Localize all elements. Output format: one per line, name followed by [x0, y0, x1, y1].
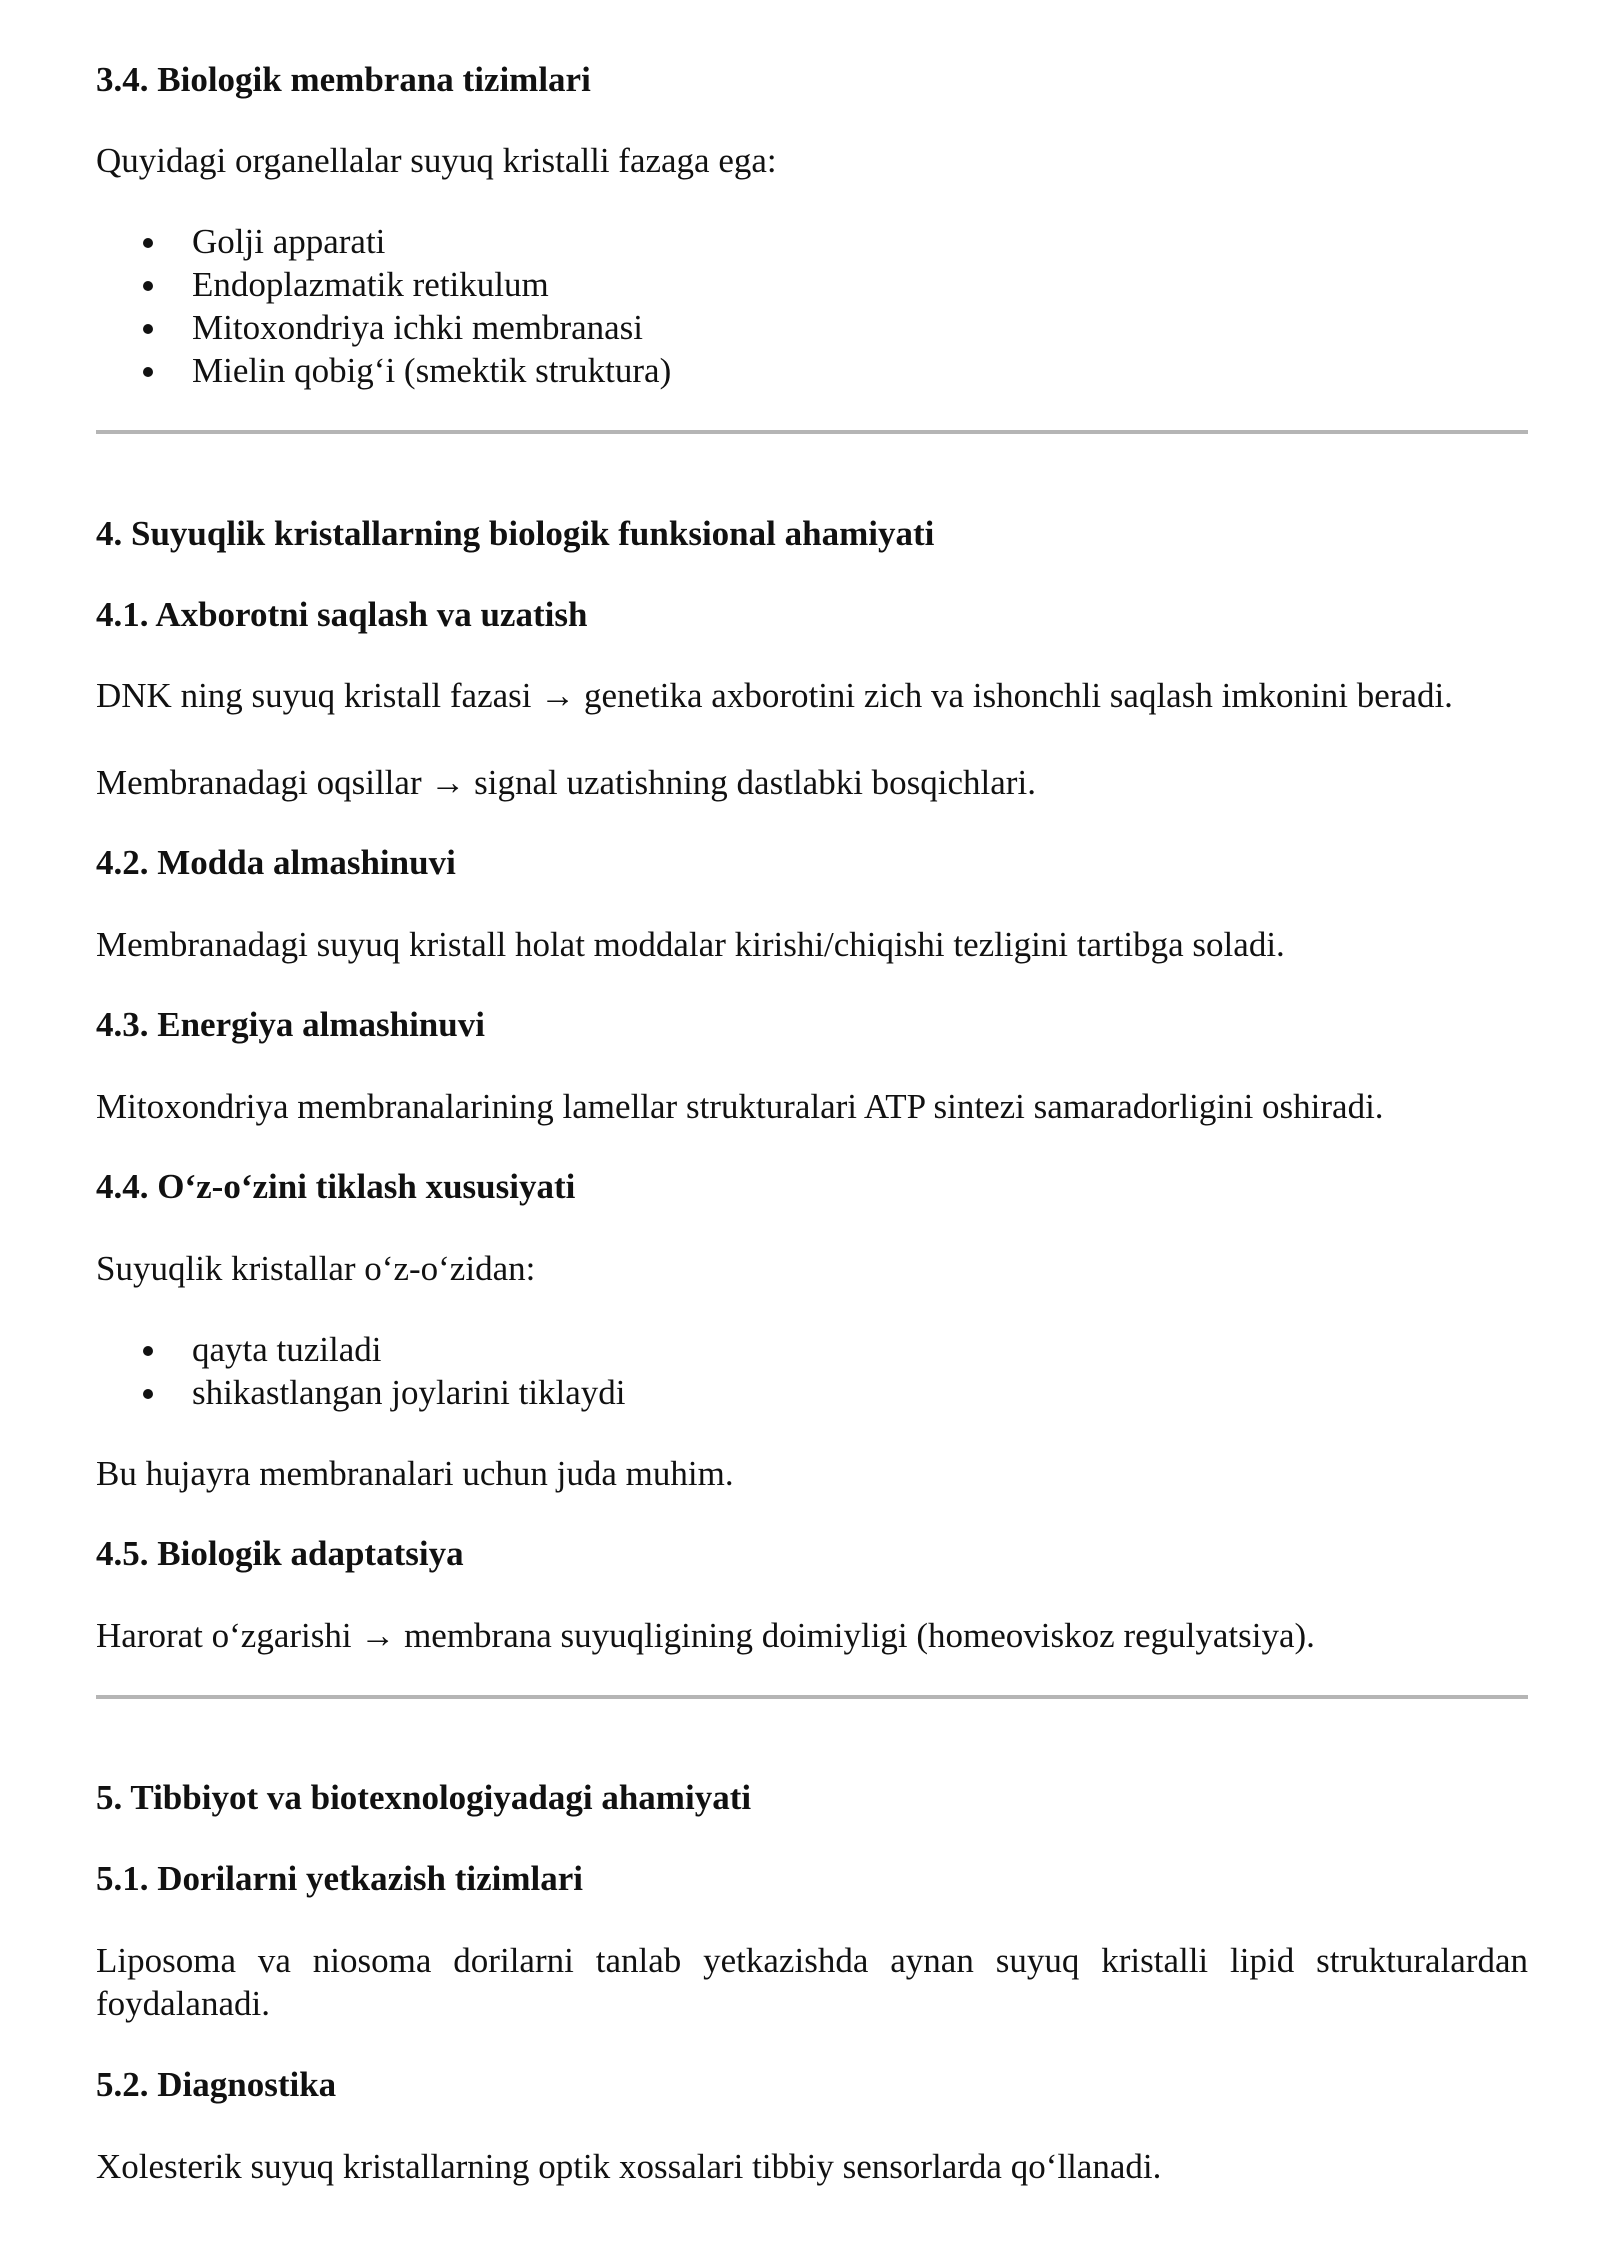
list-item: Endoplazmatik retikulum — [192, 265, 549, 304]
paragraph-dna-storage: DNK ning suyuq kristall fazasi → genetika axborotini zich va ishonchli saqlash imkonini beradi. — [96, 676, 1453, 715]
section-heading-5: 5. Tibbiyot va biotexnologiyadagi ahamiyati — [96, 1778, 752, 1817]
paragraph-energy: Mitoxondriya membranalarining lamellar strukturalari ATP sintezi samaradorligini oshiradi. — [96, 1087, 1384, 1126]
section-heading-4-5: 4.5. Biologik adaptatsiya — [96, 1534, 464, 1573]
list-item: Mielin qobig‘i (smektik struktura) — [192, 351, 672, 390]
horizontal-divider — [96, 430, 1528, 434]
section-heading-4: 4. Suyuqlik kristallarning biologik funksional ahamiyati — [96, 514, 935, 553]
list-item: Golji apparati — [192, 222, 386, 261]
section-heading-4-3: 4.3. Energiya almashinuvi — [96, 1005, 485, 1044]
bullet-icon — [143, 1389, 153, 1399]
paragraph-diagnostics: Xolesterik suyuq kristallarning optik xossalari tibbiy sensorlarda qo‘llanadi. — [96, 2147, 1162, 2186]
section-heading-3-4: 3.4. Biologik membrana tizimlari — [96, 60, 591, 99]
paragraph-metabolism: Membranadagi suyuq kristall holat moddalar kirishi/chiqishi tezligini tartibga soladi. — [96, 925, 1285, 964]
list-item: shikastlangan joylarini tiklaydi — [192, 1373, 626, 1412]
section-heading-4-2: 4.2. Modda almashinuvi — [96, 843, 456, 882]
paragraph-adaptation: Harorat o‘zgarishi → membrana suyuqligining doimiyligi (homeoviskoz regulyatsiya). — [96, 1616, 1315, 1655]
bullet-icon — [143, 367, 153, 377]
section-heading-4-1: 4.1. Axborotni saqlash va uzatish — [96, 595, 588, 634]
bullet-icon — [143, 1346, 153, 1356]
paragraph-membrane-signal: Membranadagi oqsillar → signal uzatishning dastlabki bosqichlari. — [96, 763, 1036, 802]
bullet-icon — [143, 281, 153, 291]
paragraph-self-repair-outro: Bu hujayra membranalari uchun juda muhim. — [96, 1454, 734, 1493]
paragraph-drug-delivery: Liposoma va niosoma dorilarni tanlab yetkazishda aynan suyuq kristalli lipid strukturalardan foydalanadi. — [96, 1941, 1528, 2023]
bullet-icon — [143, 324, 153, 334]
section-heading-5-1: 5.1. Dorilarni yetkazish tizimlari — [96, 1859, 584, 1898]
horizontal-divider — [96, 1695, 1528, 1699]
section-heading-5-2: 5.2. Diagnostika — [96, 2065, 337, 2104]
section-heading-4-4: 4.4. O‘z-o‘zini tiklash xususiyati — [96, 1167, 576, 1206]
paragraph-organelles-intro: Quyidagi organellalar suyuq kristalli fazaga ega: — [96, 141, 777, 180]
paragraph-self-repair-intro: Suyuqlik kristallar o‘z-o‘zidan: — [96, 1249, 536, 1288]
list-item: qayta tuziladi — [192, 1330, 382, 1369]
bullet-icon — [143, 238, 153, 248]
list-item: Mitoxondriya ichki membranasi — [192, 308, 644, 347]
